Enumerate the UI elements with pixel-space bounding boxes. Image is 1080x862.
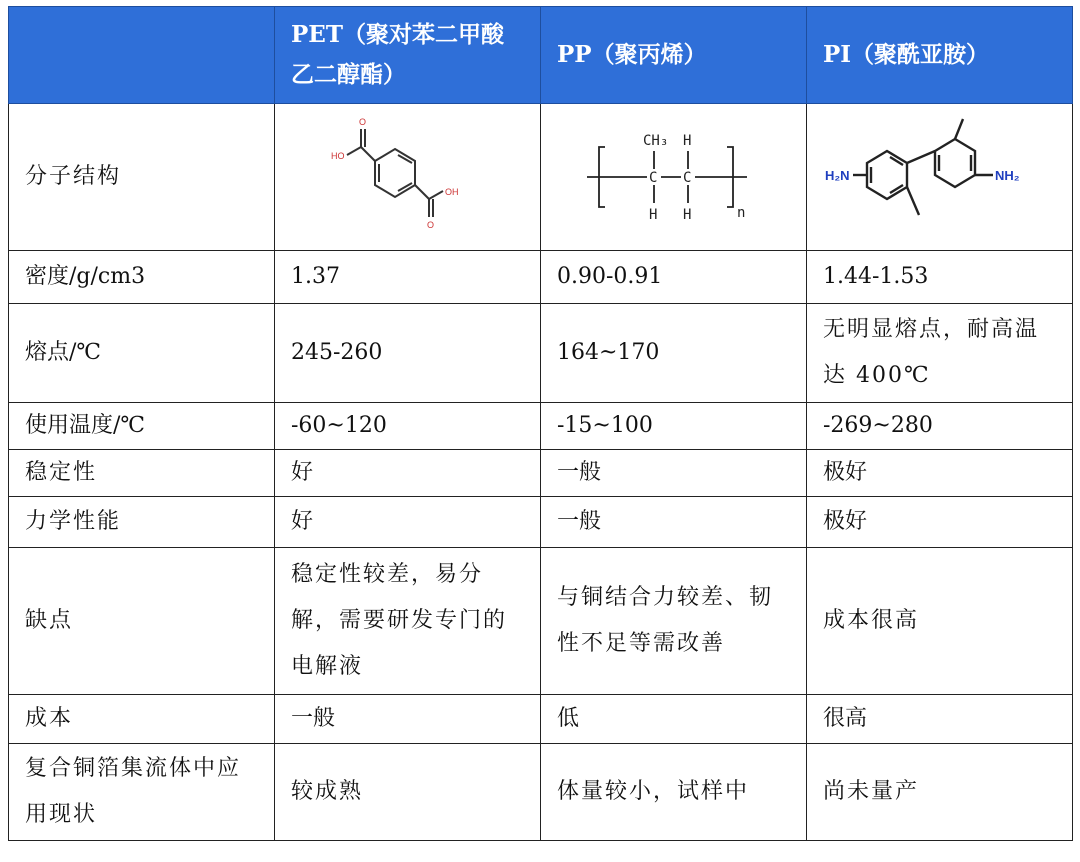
table-row bbox=[9, 251, 1073, 304]
cell-pi: 无明显熔点，耐高温达 400℃ bbox=[807, 304, 1073, 403]
row-label: 复合铜箔集流体中应用现状 bbox=[9, 744, 275, 841]
table-row bbox=[9, 403, 1073, 450]
header-cell-blank bbox=[9, 7, 275, 104]
row-label: 使用温度/℃ bbox=[9, 403, 275, 450]
table-row bbox=[9, 304, 1073, 403]
pet-molecule-diagram bbox=[291, 107, 525, 247]
pi-molecule-diagram bbox=[823, 107, 1057, 247]
header-cell-pp: PP（聚丙烯） bbox=[541, 7, 807, 104]
pet-oh-left-label: HO bbox=[331, 151, 345, 161]
row-label: 熔点/℃ bbox=[9, 304, 275, 403]
cell-pet: 1.37 bbox=[275, 251, 541, 304]
pi-nh2-left-label: H₂N bbox=[825, 168, 850, 183]
table-row bbox=[9, 450, 1073, 497]
pp-c-right-label: C bbox=[683, 170, 692, 186]
cell-pp: 164~170 bbox=[541, 304, 807, 403]
cell-pp: 与铜结合力较差、韧性不足等需改善 bbox=[541, 548, 807, 695]
header-row bbox=[9, 7, 1073, 104]
cell-pp: 一般 bbox=[541, 497, 807, 548]
table-row bbox=[9, 497, 1073, 548]
row-label: 稳定性 bbox=[9, 450, 275, 497]
cell-pp: 0.90-0.91 bbox=[541, 251, 807, 304]
pet-o-bottom-label: O bbox=[427, 220, 435, 230]
cell-pet: 245-260 bbox=[275, 304, 541, 403]
header-cell-pet: PET（聚对苯二甲酸乙二醇酯） bbox=[275, 7, 541, 104]
row-label: 缺点 bbox=[9, 548, 275, 695]
table-row bbox=[9, 104, 1073, 251]
cell-pet: 稳定性较差，易分解，需要研发专门的电解液 bbox=[275, 548, 541, 695]
comparison-table bbox=[8, 6, 1073, 841]
cell-pi: 很高 bbox=[807, 695, 1073, 744]
cell-pet: 好 bbox=[275, 450, 541, 497]
cell-pi: -269~280 bbox=[807, 403, 1073, 450]
structure-cell-pi bbox=[807, 104, 1073, 251]
structure-cell-pet bbox=[275, 104, 541, 251]
pp-h-top-label: H bbox=[683, 133, 692, 149]
pp-n-subscript: n bbox=[737, 205, 746, 221]
header-cell-pi: PI（聚酰亚胺） bbox=[807, 7, 1073, 104]
structure-cell-pp bbox=[541, 104, 807, 251]
cell-pi: 1.44-1.53 bbox=[807, 251, 1073, 304]
cell-pp: -15~100 bbox=[541, 403, 807, 450]
cell-pp: 低 bbox=[541, 695, 807, 744]
row-label: 成本 bbox=[9, 695, 275, 744]
row-label: 密度/g/cm3 bbox=[9, 251, 275, 304]
pp-repeat-unit-diagram bbox=[557, 107, 791, 247]
pp-h-bottom-left-label: H bbox=[649, 207, 658, 223]
pet-oh-right-label: OH bbox=[445, 187, 459, 197]
cell-pp: 体量较小，试样中 bbox=[541, 744, 807, 841]
cell-pet: 好 bbox=[275, 497, 541, 548]
cell-pi: 尚未量产 bbox=[807, 744, 1073, 841]
table-row bbox=[9, 744, 1073, 841]
pet-o-top-label: O bbox=[359, 117, 367, 127]
pi-nh2-right-label: NH₂ bbox=[995, 168, 1020, 183]
pp-c-left-label: C bbox=[649, 170, 658, 186]
table-row bbox=[9, 695, 1073, 744]
cell-pi: 成本很高 bbox=[807, 548, 1073, 695]
cell-pp: 一般 bbox=[541, 450, 807, 497]
cell-pet: 较成熟 bbox=[275, 744, 541, 841]
pp-ch3-label: CH₃ bbox=[643, 133, 669, 149]
row-label: 力学性能 bbox=[9, 497, 275, 548]
cell-pet: -60~120 bbox=[275, 403, 541, 450]
table-row bbox=[9, 548, 1073, 695]
cell-pi: 极好 bbox=[807, 450, 1073, 497]
cell-pet: 一般 bbox=[275, 695, 541, 744]
row-label: 分子结构 bbox=[9, 104, 275, 251]
pp-h-bottom-right-label: H bbox=[683, 207, 692, 223]
cell-pi: 极好 bbox=[807, 497, 1073, 548]
